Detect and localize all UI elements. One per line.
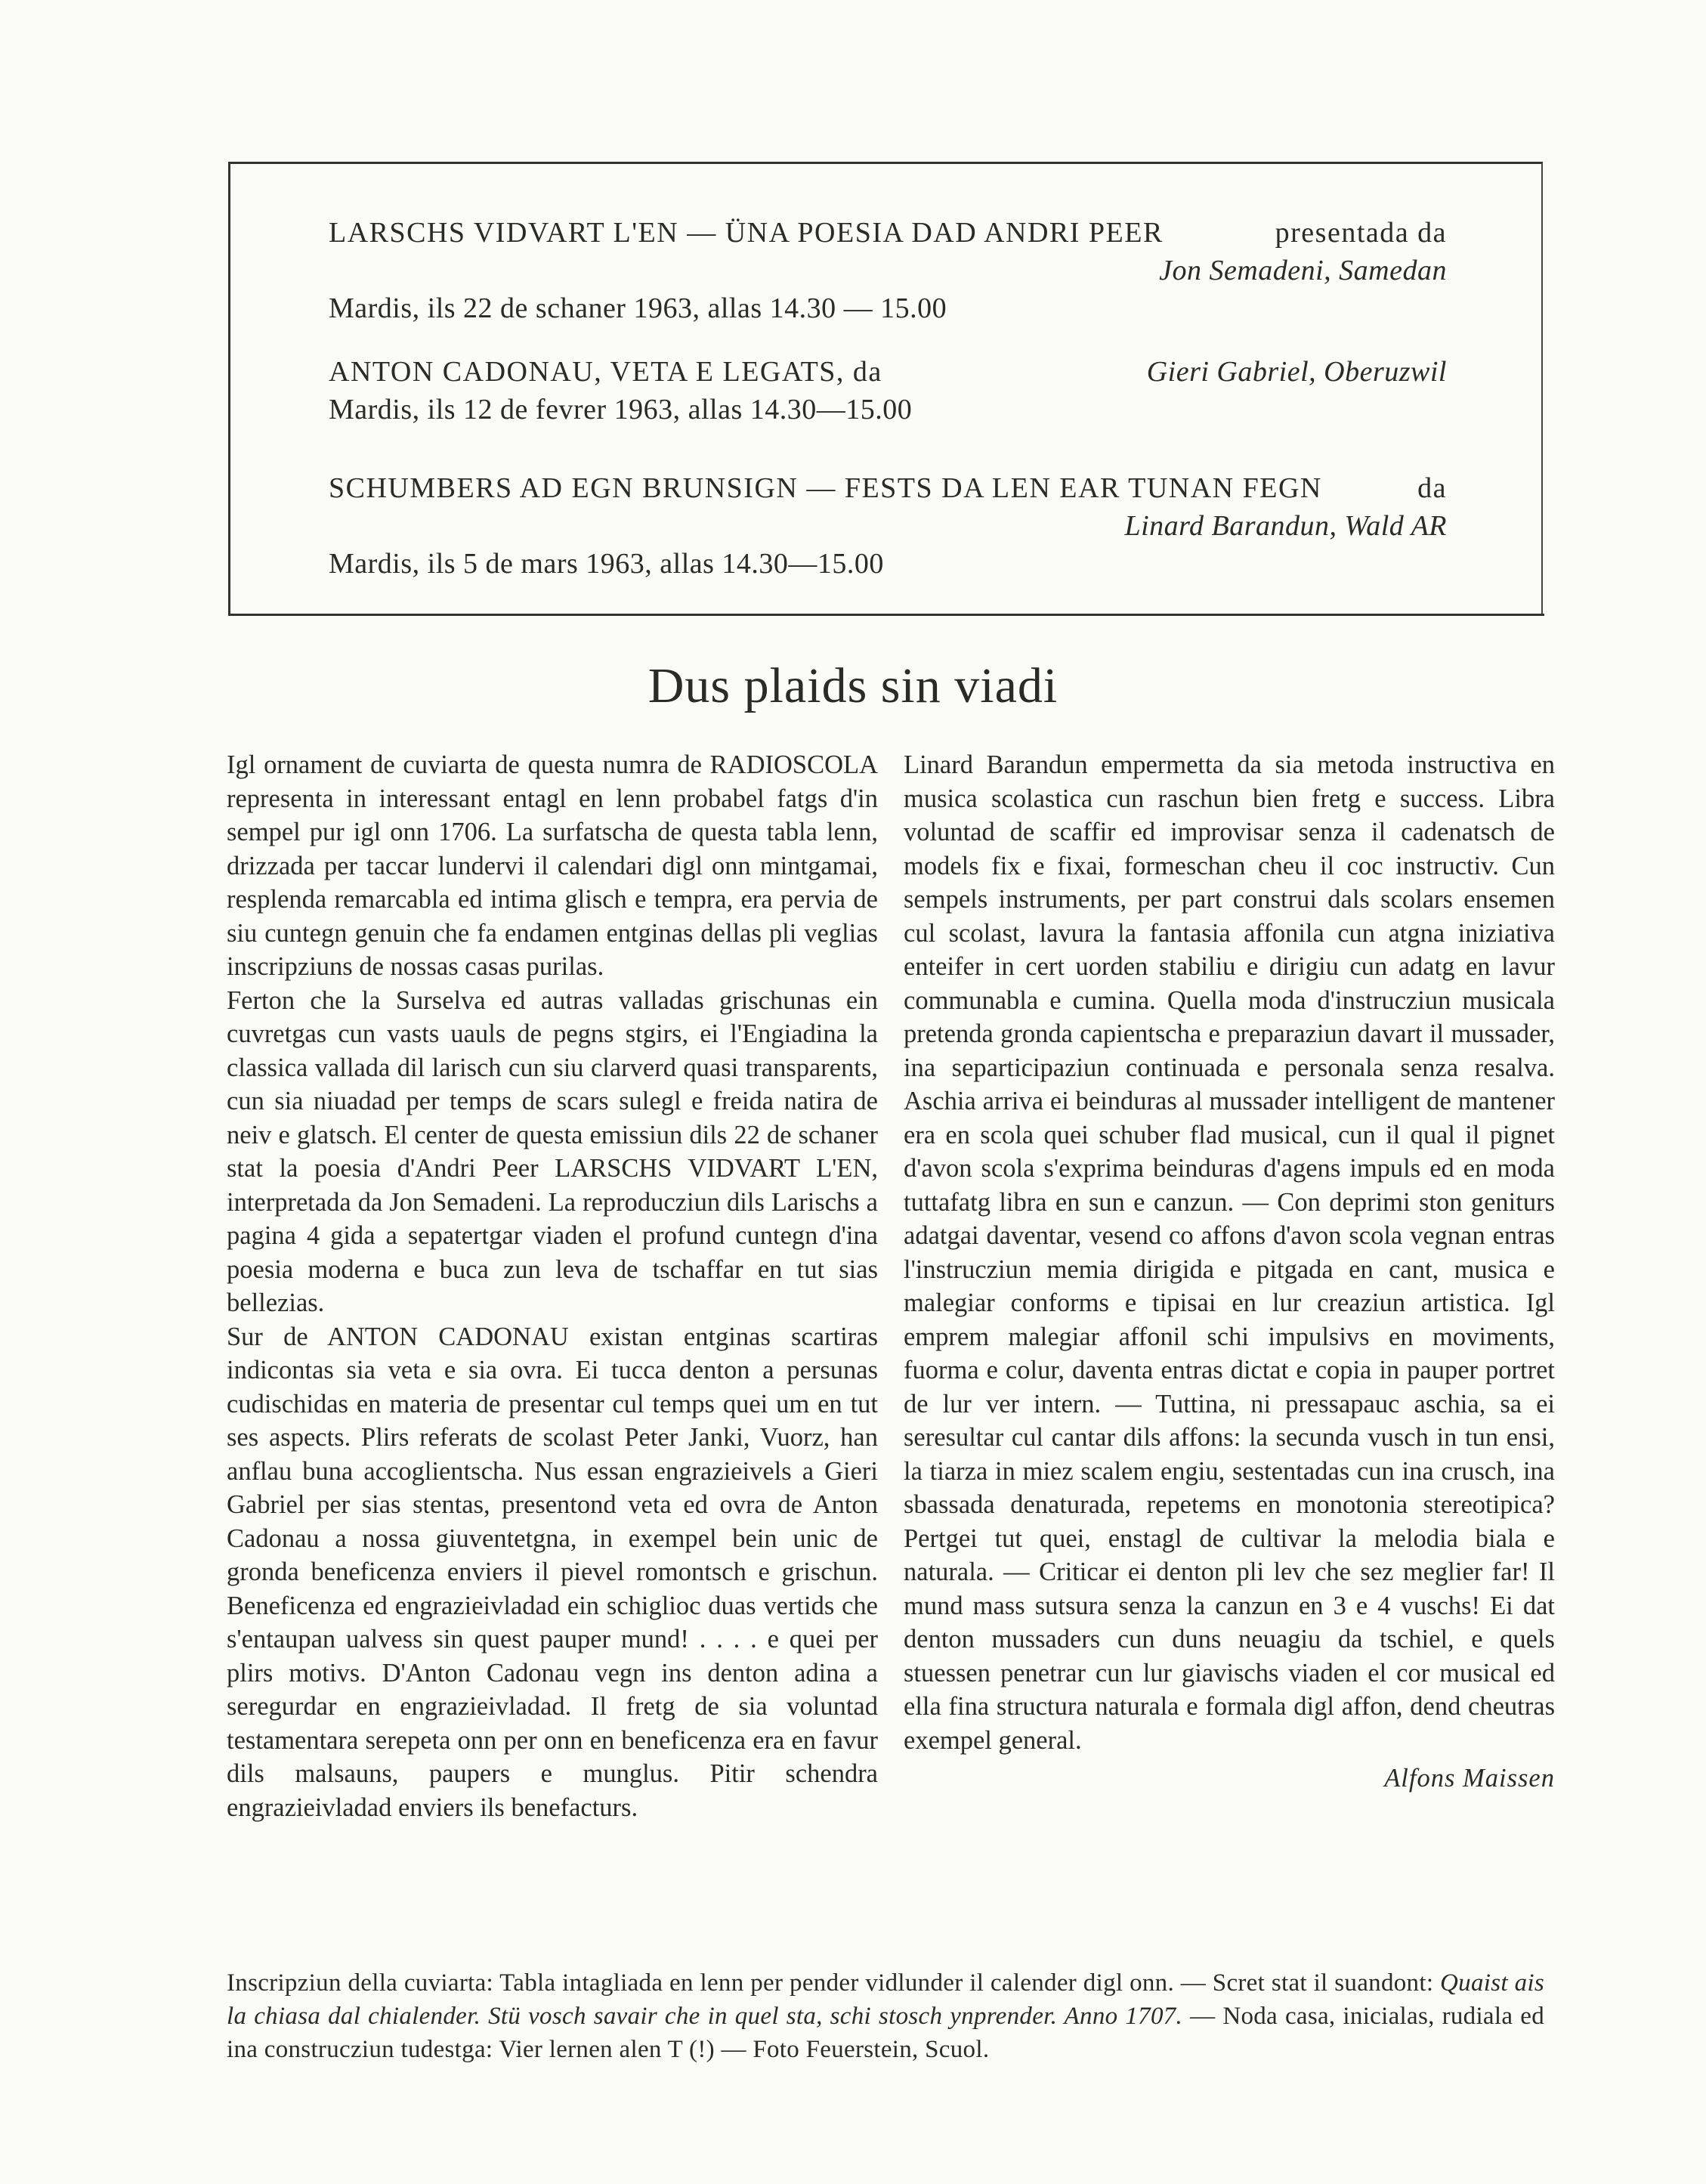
article-headline: Dus plaids sin viadi <box>647 658 1059 713</box>
program-schedule-box <box>228 162 1543 615</box>
program-presenter: Gieri Gabriel, Oberuzwil <box>1146 356 1447 388</box>
cover-caption <box>227 1966 1544 2066</box>
program-date: Mardis, ils 5 de mars 1963, allas 14.30—15.00 <box>329 548 884 580</box>
paragraph: Sur de ANTON CADONAU existan entginas scartiras indicontas sia veta e sia ovra. Ei tucca denton a persunas cudischidas en materia de presentar cul temps quei um en tut ses aspects. Plirs referats de scolast Peter Janki, Vuorz, han anflau buna accoglientscha. Nus essan engrazieivels a Gieri Gabriel per sias stentas, presentond veta ed ovra de Anton Cadonau a nossa giuventetgna, in exempel bein unic de gronda beneficenza enviers il pievel romontsch e grischun. Beneficenza ed engrazieivladad ein schiglioc duas vertids che s'entaupan ualvess sin quest pauper mund! . . . . e quei per plirs motivs. D'Anton Cadonau vegn ins denton adina a seregurdar en engrazieivladad. Il fretg de sia voluntad testamentara serepeta onn per onn en beneficenza era en favur dils malsauns, paupers e munglus. Pitir schendra engrazieivladad enviers ils benefacturs. <box>227 1322 878 1822</box>
program-presenter: Linard Barandun, Wald AR <box>1124 510 1447 542</box>
program-presenter: Jon Semadeni, Samedan <box>1159 255 1447 286</box>
author-signature: Alfons Maissen <box>1384 1764 1555 1793</box>
program-title: SCHUMBERS AD EGN BRUNSIGN — FESTS DA LEN EAR TUNAN FEGN <box>329 472 1322 504</box>
paragraph: Igl ornament de cuviarta de questa numra de RADIOSCOLA representa in interessant entagl en lenn probabel fatgs d'in sempel pur igl onn 1706. La surfatscha de questa tabla lenn, drizzada per taccar lundervi il calendari digl onn mintgamai, resplenda remarcabla ed intima glisch e tempra, era pervia de siu cuntegn genuin che fa endamen entginas dellas pli veglias inscripziuns de nossas casas purilas. <box>227 750 878 981</box>
schedule-box-divider <box>228 614 1544 616</box>
program-date: Mardis, ils 22 de schaner 1963, allas 14.30 — 15.00 <box>329 292 947 324</box>
program-entry-2 <box>329 353 1447 428</box>
caption-suffix: — Noda casa, inicialas, rudiala ed ina construcziun tudestga: Vier lernen alen T (!) — Foto Feuerstein, Scuol. <box>227 2003 1544 2063</box>
caption-prefix: Inscripziun della cuviarta: Tabla intagliada en lenn per pender vidlunder il calender digl onn. — Scret stat il suandont: <box>227 1969 1441 1997</box>
article-column-right <box>904 748 1555 1796</box>
program-by: da <box>1417 472 1447 504</box>
program-entry-1 <box>329 214 1447 327</box>
caption-quote: Quaist ais la chiasa dal chialender. Stü vosch savair che in quel sta, schi stosch ynprender. Anno 1707. <box>227 1969 1544 2030</box>
article-column-left <box>227 748 878 1824</box>
program-title: LARSCHS VIDVART L'EN — ÜNA POESIA DAD ANDRI PEER <box>329 217 1164 249</box>
paragraph: Linard Barandun empermetta da sia metoda instructiva en musica scolastica cun raschun bien fretg e success. Libra voluntad de scaffir ed improvisar senza il cadenatsch de models fix e fixai, formeschan cheu il coc instructiv. Cun sempels instruments, per part construi dals scolars ensemen cul scolast, lavura la fantasia affonila cun atgna iniziativa enteifer in cert uorden stabiliu e dirigiu cun adatg en lavur communabla e cumina. Quella moda d'instrucziun musicala pretenda gronda capientscha e preparaziun davart il mussader, ina separticipaziun continuada e personala senza resalva. Aschia arriva ei beinduras al mussader intelligent de mantener era en scola quei schuber flad musical, cun il qual il pignet d'avon scola s'exprima beinduras d'agens impuls ed en moda tuttafatg libra en sun e canzun. — Con deprimi ston geniturs adatgai daventar, vesend co affons d'avon scola vegnan entras l'instrucziun memia dirigida e pitgada en cant, musica e malegiar conforms e tipisai en lur creaziun artistica. Igl emprem malegiar affonil schi impulsivs en moviments, fuorma e colur, daventa entras dictat e copia in pauper portret de lur ver intern. — Tuttina, ni pressapauc aschia, sa ei seresultar cul cantar dils affons: la secunda vusch in tun ensi, la tiarza in miez scalem engiu, sestentadas cun ina crusch, ina sbassada denaturada, repetems en monotonia stereotipica? Pertgei tut quei, enstagl de cultivar la melodia biala e naturala. — Criticar ei denton pli lev che sez meglier far! Il mund mass sutsura senza la canzun en 3 e 4 vuschs! Ei dat denton mussaders cun duns neuagiu da tschiel, e quels stuessen penetrar cun lur giavischs viaden el cor musical ed ella fina structura naturala e formala digl affon, dend cheutras exempel general. <box>904 750 1555 1755</box>
paragraph: Ferton che la Surselva ed autras valladas grischunas ein cuvretgas cun vasts uauls de pegns stgirs, ei l'Engiadina la classica vallada dil larisch cun siu clarverd quasi transparents, cun sia niuadad per temps de scars sulegl e freida natira de neiv e glatsch. El center de questa emissiun dils 22 de schaner stat la poesia d'Andri Peer LARSCHS VIDVART L'EN, interpretada da Jon Semadeni. La reproducziun dils Larischs a pagina 4 gida a sepatertgar viaden el profund cuntegn d'ina poesia moderna e buca zun leva de tschaffar en tut sias bellezias. <box>227 985 878 1317</box>
program-title: ANTON CADONAU, VETA E LEGATS, da <box>329 356 882 388</box>
program-by: presentada da <box>1275 217 1447 249</box>
program-entry-3 <box>329 469 1447 583</box>
program-date: Mardis, ils 12 de fevrer 1963, allas 14.30—15.00 <box>329 394 913 425</box>
